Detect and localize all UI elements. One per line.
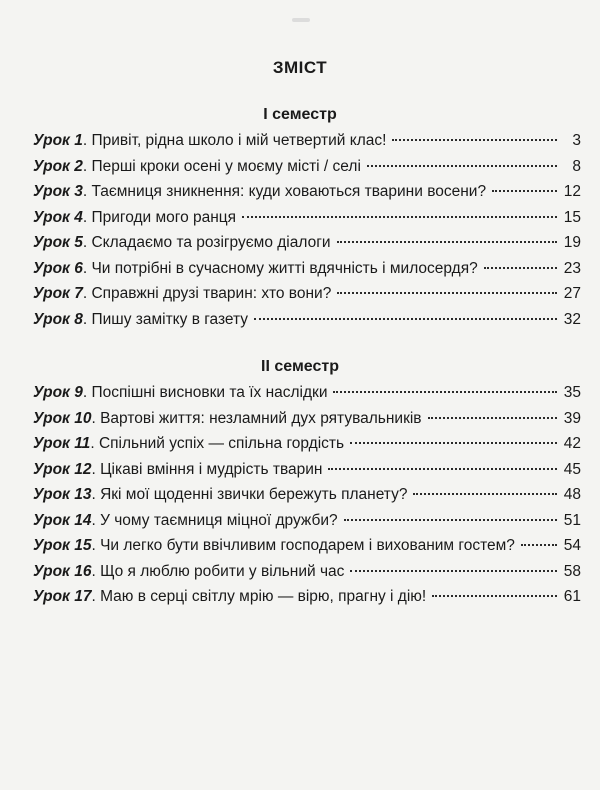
dot-leader [413,493,557,495]
lesson-separator: . [82,208,92,226]
toc-entry[interactable] [33,533,581,559]
toc-entry[interactable] [33,380,581,406]
dot-leader [333,391,557,393]
lesson-title: Вартові життя: незламний дух рятувальників [100,409,422,427]
toc-entry[interactable] [33,457,581,483]
toc-entry[interactable] [33,406,581,432]
lesson-title: Що я люблю робити у вільний час [100,562,345,580]
toc-entry[interactable] [33,307,581,333]
toc-entry[interactable] [33,431,581,457]
page-number: 51 [563,511,581,529]
semester-1-heading: І семестр [263,106,337,123]
page-number: 8 [572,157,581,175]
lesson-title: У чому таємниця міцної дружби? [100,511,338,529]
page-number: 23 [563,259,581,277]
lesson-number: Урок 3 [33,183,83,200]
page-number: 58 [563,562,581,580]
dot-leader [432,595,557,597]
dot-leader [492,190,557,192]
lesson-separator: . [82,310,92,328]
lesson-number: Урок 16 [33,562,92,580]
lesson-separator: . [91,486,101,503]
lesson-separator: . [82,259,92,277]
lesson-title: Складаємо та розігруємо діалоги [91,234,331,251]
lesson-separator: . [82,132,92,149]
dot-leader [328,468,557,470]
lesson-number: Урок 7 [33,285,83,302]
dot-leader [367,165,557,167]
page-number: 27 [563,285,581,302]
lesson-title: Чи потрібні в сучасному житті вдячність і милосердя? [91,259,478,277]
dot-leader [428,417,557,419]
page-number: 54 [563,537,581,554]
lesson-number: Урок 9 [33,384,83,401]
dot-leader [337,241,557,243]
lesson-separator: . [91,588,101,605]
page-number: 45 [563,460,581,478]
lesson-number: Урок 8 [33,310,83,328]
dot-leader [344,519,557,521]
toc-entry[interactable] [33,205,581,231]
lesson-title: Які мої щоденні звички бережуть планету? [100,486,408,503]
page-number: 32 [563,310,581,328]
lesson-number: Урок 6 [33,259,83,277]
dot-leader [392,139,557,141]
page-number: 15 [563,208,581,226]
toc-entry[interactable] [33,230,581,256]
lesson-separator: . [91,460,101,478]
dot-leader [521,544,557,546]
lesson-number: Урок 2 [33,157,83,175]
toc-entry[interactable] [33,256,581,282]
dot-leader [350,570,557,572]
toc-entry[interactable] [33,281,581,307]
toc-entry[interactable] [33,559,581,585]
lesson-number: Урок 10 [33,409,92,427]
toc-entry[interactable] [33,154,581,180]
dot-leader [350,442,557,444]
lesson-separator: . [91,511,101,529]
lesson-separator: . [82,384,92,401]
lesson-number: Урок 11 [33,435,91,452]
lesson-separator: . [82,157,92,175]
lesson-title: Перші кроки осені у моєму місті / селі [91,157,361,175]
lesson-number: Урок 5 [33,234,83,251]
dot-leader [484,267,557,269]
lesson-number: Урок 13 [33,486,92,503]
lesson-separator: . [91,562,101,580]
lesson-separator: . [82,285,92,302]
lesson-number: Урок 4 [33,208,83,226]
lesson-title: Спільний успіх — спільна гордість [98,435,345,452]
toc-entry[interactable] [33,179,581,205]
lesson-title: Привіт, рідна школо і мій четвертий клас! [91,132,387,149]
lesson-separator: . [91,537,101,554]
page-number: 61 [563,588,581,605]
lesson-title: Пригоди мого ранця [91,208,237,226]
lesson-title: Справжні друзі тварин: хто вони? [91,285,332,302]
dot-leader [242,216,557,218]
lesson-number: Урок 12 [33,460,92,478]
semester-1-lesson-list [33,128,581,332]
page-number: 48 [563,486,581,503]
page-number: 39 [563,409,581,427]
semester-2-heading: ІІ семестр [261,358,339,375]
lesson-separator: . [82,234,92,251]
page-title: ЗМІСТ [272,58,328,77]
lesson-title: Чи легко бути ввічливим господарем і вихованим гостем? [100,537,515,554]
lesson-number: Урок 14 [33,511,92,529]
lesson-title: Цікаві вміння і мудрість тварин [100,460,323,478]
toc-entry[interactable] [33,508,581,534]
lesson-separator: . [91,409,101,427]
semester-2-lesson-list [33,380,581,610]
dot-leader [254,318,557,320]
page-number: 3 [572,132,581,149]
lesson-number: Урок 17 [33,588,92,605]
lesson-title: Таємниця зникнення: куди ховаються тварини восени? [91,183,487,200]
toc-entry[interactable] [33,584,581,610]
page-number: 19 [563,234,581,251]
scan-artifact [292,18,310,22]
page-number: 35 [563,384,581,401]
page-number: 12 [563,183,581,200]
lesson-title: Пишу замітку в газету [91,310,249,328]
lesson-title: Поспішні висновки та їх наслідки [91,384,328,401]
toc-entry[interactable] [33,482,581,508]
lesson-number: Урок 1 [33,132,83,149]
lesson-number: Урок 15 [33,537,92,554]
lesson-separator: . [90,435,99,452]
lesson-title: Маю в серці світлу мрію — вірю, прагну і дію! [100,588,427,605]
toc-entry[interactable] [33,128,581,154]
page-number: 42 [563,435,581,452]
dot-leader [337,292,557,294]
lesson-separator: . [82,183,92,200]
